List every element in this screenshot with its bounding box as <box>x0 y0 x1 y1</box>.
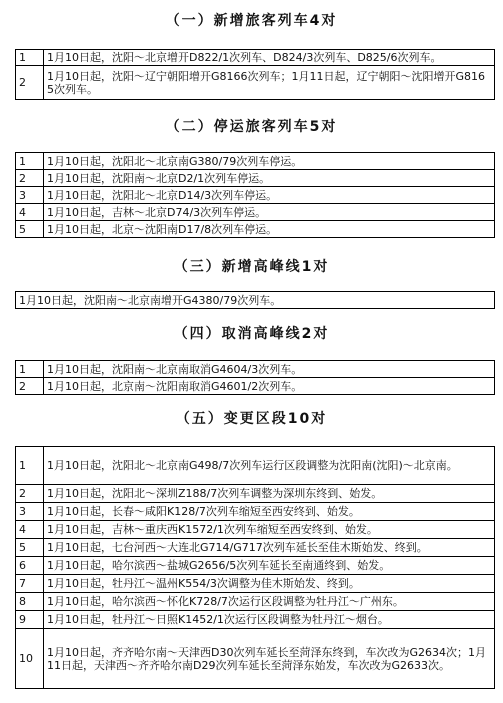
row-number: 5 <box>16 539 44 557</box>
row-number: 1 <box>16 447 44 485</box>
row-number: 2 <box>16 378 44 395</box>
table-row <box>16 50 495 66</box>
table-peak-cancelled <box>15 360 495 395</box>
row-text: 1月10日起，沈阳～辽宁朝阳增开G8166次列车；1月11日起，辽宁朝阳～沈阳增开G8165次列车。 <box>44 66 495 100</box>
section-title-peak-cancelled: （四）取消高峰线2对 <box>173 326 330 342</box>
row-text: 1月10日起，牡丹江～温州K554/3次调整为佳木斯始发、终到。 <box>44 575 495 593</box>
row-text: 1月10日起，沈阳南～北京D2/1次列车停运。 <box>44 170 495 187</box>
row-text: 1月10日起，沈阳北～北京南G380/79次列车停运。 <box>44 153 495 170</box>
row-text: 1月10日起，长春～咸阳K128/7次列车缩短至西安终到、始发。 <box>44 503 495 521</box>
section-title-new-trains: （一）新增旅客列车4对 <box>165 13 338 29</box>
row-text: 1月10日起，吉林～重庆西K1572/1次列车缩短至西安终到、始发。 <box>44 521 495 539</box>
row-number: 2 <box>16 485 44 503</box>
table-row <box>16 521 495 539</box>
row-number: 5 <box>16 221 44 238</box>
row-number: 7 <box>16 575 44 593</box>
row-text: 1月10日起，沈阳北～北京D14/3次列车停运。 <box>44 187 495 204</box>
table-row <box>16 503 495 521</box>
row-text: 1月10日起，吉林～北京D74/3次列车停运。 <box>44 204 495 221</box>
table-row <box>16 557 495 575</box>
row-number: 9 <box>16 611 44 629</box>
row-number: 2 <box>16 170 44 187</box>
table-row <box>16 378 495 395</box>
table-row <box>16 539 495 557</box>
row-text: 1月10日起，沈阳北～北京南G498/7次列车运行区段调整为沈阳南(沈阳)～北京南。 <box>44 447 495 485</box>
table-row <box>16 170 495 187</box>
row-text: 1月10日起，沈阳南～北京南增开G4380/79次列车。 <box>16 292 495 309</box>
table-row <box>16 292 495 309</box>
table-suspended-trains <box>15 152 495 238</box>
row-text: 1月10日起，北京～沈阳南D17/8次列车停运。 <box>44 221 495 238</box>
row-text: 1月10日起，齐齐哈尔南～天津西D30次列车延长至菏泽东终到，车次改为G2634次；1月11日起，天津西～齐齐哈尔南D29次列车延长至菏泽东始发，车次改为G2633次。 <box>44 629 495 689</box>
row-number: 1 <box>16 50 44 66</box>
row-number: 2 <box>16 66 44 100</box>
table-section-changes <box>15 446 495 689</box>
table-row <box>16 447 495 485</box>
row-text: 1月10日起，七台河西～大连北G714/G717次列车延长至佳木斯始发、终到。 <box>44 539 495 557</box>
row-text: 1月10日起，沈阳北～深圳Z188/7次列车调整为深圳东终到、始发。 <box>44 485 495 503</box>
row-text: 1月10日起，北京南～沈阳南取消G4601/2次列车。 <box>44 378 495 395</box>
section-title-peak-added: （三）新增高峰线1对 <box>173 259 330 275</box>
row-text: 1月10日起，沈阳南～北京南取消G4604/3次列车。 <box>44 361 495 378</box>
row-text: 1月10日起，哈尔滨西～盐城G2656/5次列车延长至南通终到、始发。 <box>44 557 495 575</box>
row-number: 4 <box>16 521 44 539</box>
row-number: 1 <box>16 361 44 378</box>
table-row <box>16 221 495 238</box>
row-number: 3 <box>16 503 44 521</box>
table-peak-added <box>15 291 495 309</box>
section-title-section-changes: （五）变更区段10对 <box>175 411 328 427</box>
table-row <box>16 593 495 611</box>
row-number: 3 <box>16 187 44 204</box>
row-number: 6 <box>16 557 44 575</box>
row-number: 4 <box>16 204 44 221</box>
table-row <box>16 611 495 629</box>
table-row <box>16 66 495 100</box>
row-number: 8 <box>16 593 44 611</box>
table-row <box>16 204 495 221</box>
table-row <box>16 187 495 204</box>
row-text: 1月10日起，牡丹江～日照K1452/1次运行区段调整为牡丹江～烟台。 <box>44 611 495 629</box>
table-new-trains <box>15 49 495 100</box>
table-row <box>16 361 495 378</box>
row-number: 1 <box>16 153 44 170</box>
table-row <box>16 575 495 593</box>
table-row <box>16 485 495 503</box>
section-title-suspended-trains: （二）停运旅客列车5对 <box>165 119 338 135</box>
table-row <box>16 629 495 689</box>
table-row <box>16 153 495 170</box>
row-text: 1月10日起，哈尔滨西～怀化K728/7次运行区段调整为牡丹江～广州东。 <box>44 593 495 611</box>
row-text: 1月10日起，沈阳～北京增开D822/1次列车、D824/3次列车、D825/6次列车。 <box>44 50 495 66</box>
row-number: 10 <box>16 629 44 689</box>
